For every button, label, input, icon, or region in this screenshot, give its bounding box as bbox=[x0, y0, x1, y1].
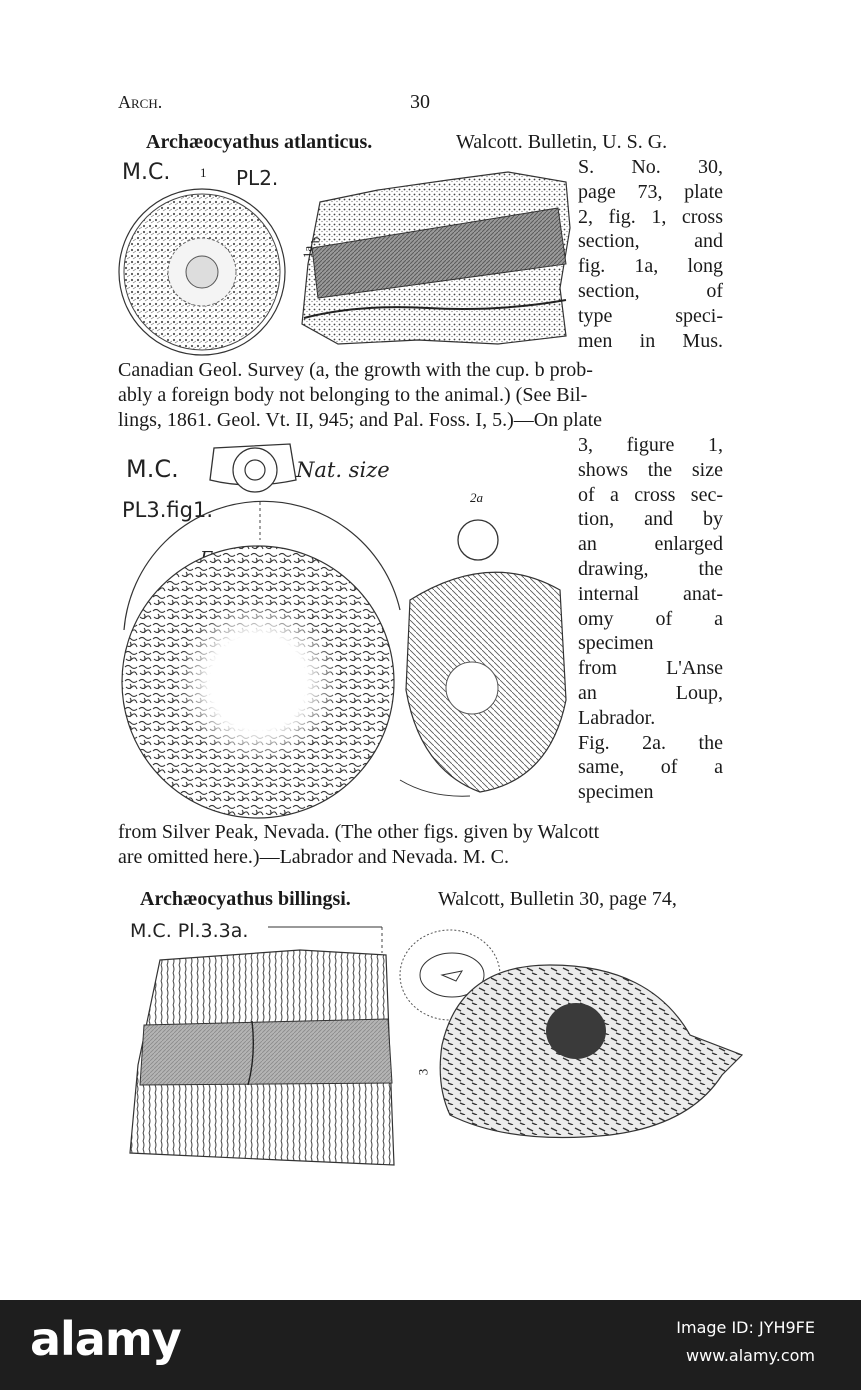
side-line: specimen bbox=[578, 781, 654, 804]
side-line: Fig. 2a. the bbox=[578, 731, 723, 754]
side-line: 3, figure 1, bbox=[578, 434, 723, 456]
side-line: an Loup, bbox=[578, 681, 723, 704]
side-line: omy of a bbox=[578, 607, 723, 630]
side-line: S. No. 30, bbox=[578, 156, 723, 178]
stock-footer bbox=[0, 1300, 861, 1390]
fig2-plate-label: PL3.fig1. bbox=[122, 498, 213, 522]
side-line: page 73, plate bbox=[578, 180, 723, 203]
fig2a-label: 2a bbox=[470, 490, 483, 505]
side-line: an enlarged bbox=[578, 533, 723, 556]
fig3-drawings bbox=[130, 925, 750, 1180]
entry2-author-ref: Walcott, Bulletin 30, page 74, bbox=[438, 888, 677, 910]
image-id: Image ID: JYH9FE bbox=[676, 1318, 815, 1337]
side-line: 2, fig. 1, cross bbox=[578, 205, 723, 228]
fig1a-b-label: b bbox=[307, 236, 323, 244]
entry1-full-line: lings, 1861. Geol. Vt. II, 945; and Pal. Foss. I, 5.)—On plate bbox=[118, 409, 603, 431]
side-line: shows the size bbox=[578, 458, 723, 481]
side-line: Labrador. bbox=[578, 706, 656, 729]
side-line: section, of bbox=[578, 279, 723, 302]
fig1-cross-section bbox=[118, 188, 288, 358]
fig2-drawings bbox=[110, 440, 580, 820]
fig1-plate-label: PL2. bbox=[236, 166, 279, 190]
brand-logo: alamy bbox=[30, 1312, 181, 1366]
entry1-side-column-2 bbox=[578, 433, 723, 805]
side-line: same, of a bbox=[578, 756, 723, 779]
side-line: from L'Anse bbox=[578, 657, 723, 680]
entry1-side-column bbox=[578, 155, 723, 353]
side-line: men in Mus. bbox=[578, 329, 723, 352]
entry1-full-line: ably a foreign body not belonging to the animal.) (See Bil- bbox=[118, 384, 588, 406]
fig2-natsize-label: Nat. size bbox=[296, 458, 390, 482]
fig1-number: 1 bbox=[200, 165, 207, 180]
side-line: drawing, the bbox=[578, 557, 723, 580]
side-line: section, and bbox=[578, 230, 723, 253]
entry1-closing-line: from Silver Peak, Nevada. (The other figs. given by Walcott bbox=[118, 821, 600, 843]
entry1-author-ref: Walcott. Bulletin, U. S. G. bbox=[456, 131, 668, 153]
entry1-full-line: Canadian Geol. Survey (a, the growth with the cup. b prob- bbox=[118, 359, 593, 381]
fig1a-label: 1a bbox=[300, 245, 316, 259]
side-line: specimen bbox=[578, 632, 654, 655]
side-line: internal anat- bbox=[578, 582, 723, 605]
side-line: of a cross sec- bbox=[578, 483, 723, 506]
page-number: 30 bbox=[410, 91, 430, 113]
entry1-closing-line: are omitted here.)—Labrador and Nevada. M. C. bbox=[118, 846, 509, 868]
fig1a-long-section bbox=[298, 168, 570, 348]
entry1-title: Archæocyathus atlanticus. bbox=[146, 131, 373, 153]
brand-url: www.alamy.com bbox=[686, 1346, 815, 1365]
side-line: type speci- bbox=[578, 304, 723, 327]
side-line: tion, and by bbox=[578, 508, 723, 531]
side-line: fig. 1a, long bbox=[578, 255, 723, 278]
fig1-mc-label: M.C. bbox=[122, 160, 171, 185]
fig2-mc-label: M.C. bbox=[126, 455, 179, 483]
fig3-label: M.C. Pl.3.3a. bbox=[130, 920, 249, 942]
running-head: Arch. bbox=[118, 92, 163, 112]
fig3-number: 3 bbox=[415, 1068, 431, 1076]
entry2-title: Archæocyathus billingsi. bbox=[140, 888, 351, 910]
